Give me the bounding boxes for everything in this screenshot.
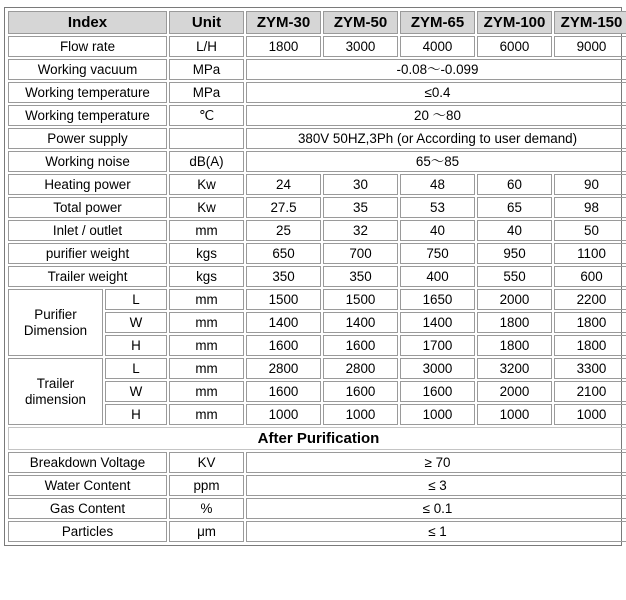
row-unit: kgs xyxy=(169,266,244,287)
cell-value: 1000 xyxy=(477,404,552,425)
cell-value: 1400 xyxy=(400,312,475,333)
row-unit: mm xyxy=(169,358,244,379)
table-row xyxy=(8,128,626,149)
cell-value: 1000 xyxy=(323,404,398,425)
cell-value: 4000 xyxy=(400,36,475,57)
cell-value: 1650 xyxy=(400,289,475,310)
row-unit: mm xyxy=(169,335,244,356)
row-unit: μm xyxy=(169,521,244,542)
cell-value: 3000 xyxy=(400,358,475,379)
cell-value: 35 xyxy=(323,197,398,218)
cell-value: 3300 xyxy=(554,358,626,379)
cell-value: 1400 xyxy=(246,312,321,333)
row-label: Water Content xyxy=(8,475,167,496)
merged-value: ≤ 3 xyxy=(246,475,626,496)
cell-value: 1700 xyxy=(400,335,475,356)
after-purification-title: After Purification xyxy=(8,427,626,450)
table-row xyxy=(8,452,626,473)
table-row xyxy=(8,105,626,126)
table-row xyxy=(8,36,626,57)
merged-value: 20 ～80 xyxy=(246,105,626,126)
table-row xyxy=(8,220,626,241)
cell-value: 1600 xyxy=(323,381,398,402)
row-label: purifier weight xyxy=(8,243,167,264)
dimension-axis: H xyxy=(105,335,167,356)
dimension-axis: W xyxy=(105,312,167,333)
cell-value: 1000 xyxy=(400,404,475,425)
cell-value: 6000 xyxy=(477,36,552,57)
row-unit: Kw xyxy=(169,174,244,195)
table-row xyxy=(8,289,626,310)
cell-value: 1800 xyxy=(554,312,626,333)
trailer-dimension-label-line2: dimension xyxy=(24,391,87,407)
dimension-axis: W xyxy=(105,381,167,402)
cell-value: 650 xyxy=(246,243,321,264)
cell-value: 32 xyxy=(323,220,398,241)
row-label: Inlet / outlet xyxy=(8,220,167,241)
row-label: Gas Content xyxy=(8,498,167,519)
unit-header: Unit xyxy=(169,11,244,34)
cell-value: 60 xyxy=(477,174,552,195)
row-label: Heating power xyxy=(8,174,167,195)
table-row xyxy=(8,151,626,172)
table-row xyxy=(8,82,626,103)
row-label: Working temperature xyxy=(8,82,167,103)
row-label: Working temperature xyxy=(8,105,167,126)
row-unit: dB(A) xyxy=(169,151,244,172)
model-header: ZYM-65 xyxy=(400,11,475,34)
cell-value: 48 xyxy=(400,174,475,195)
table-row xyxy=(8,358,626,379)
row-unit: Kw xyxy=(169,197,244,218)
table-row xyxy=(8,266,626,287)
cell-value: 1600 xyxy=(246,335,321,356)
section-row xyxy=(8,427,626,450)
cell-value: 750 xyxy=(400,243,475,264)
row-unit: mm xyxy=(169,220,244,241)
cell-value: 24 xyxy=(246,174,321,195)
row-unit: L/H xyxy=(169,36,244,57)
row-label: Total power xyxy=(8,197,167,218)
row-unit: MPa xyxy=(169,82,244,103)
cell-value: 1000 xyxy=(554,404,626,425)
model-header: ZYM-50 xyxy=(323,11,398,34)
cell-value: 350 xyxy=(246,266,321,287)
cell-value: 2000 xyxy=(477,381,552,402)
merged-value: -0.08～-0.099 xyxy=(246,59,626,80)
model-header: ZYM-150 xyxy=(554,11,626,34)
merged-value: ≥ 70 xyxy=(246,452,626,473)
row-unit: ppm xyxy=(169,475,244,496)
table-row xyxy=(8,197,626,218)
cell-value: 90 xyxy=(554,174,626,195)
row-label: Trailer weight xyxy=(8,266,167,287)
cell-value: 3200 xyxy=(477,358,552,379)
cell-value: 1800 xyxy=(477,312,552,333)
cell-value: 3000 xyxy=(323,36,398,57)
row-label: Working noise xyxy=(8,151,167,172)
row-unit: mm xyxy=(169,312,244,333)
row-label: Working vacuum xyxy=(8,59,167,80)
cell-value: 1600 xyxy=(323,335,398,356)
row-unit: KV xyxy=(169,452,244,473)
cell-value: 65 xyxy=(477,197,552,218)
cell-value: 950 xyxy=(477,243,552,264)
dimension-axis: H xyxy=(105,404,167,425)
table-row xyxy=(8,498,626,519)
cell-value: 40 xyxy=(477,220,552,241)
cell-value: 600 xyxy=(554,266,626,287)
cell-value: 9000 xyxy=(554,36,626,57)
cell-value: 2100 xyxy=(554,381,626,402)
row-unit: ℃ xyxy=(169,105,244,126)
cell-value: 400 xyxy=(400,266,475,287)
cell-value: 350 xyxy=(323,266,398,287)
cell-value: 40 xyxy=(400,220,475,241)
cell-value: 30 xyxy=(323,174,398,195)
trailer-dimension-label-line1: Trailer xyxy=(36,375,75,391)
row-label: Breakdown Voltage xyxy=(8,452,167,473)
row-label: Flow rate xyxy=(8,36,167,57)
row-label: Power supply xyxy=(8,128,167,149)
spec-table-frame xyxy=(4,7,622,546)
cell-value: 1500 xyxy=(246,289,321,310)
row-unit: % xyxy=(169,498,244,519)
cell-value: 50 xyxy=(554,220,626,241)
cell-value: 2800 xyxy=(246,358,321,379)
cell-value: 2800 xyxy=(323,358,398,379)
merged-value: ≤ 1 xyxy=(246,521,626,542)
cell-value: 1500 xyxy=(323,289,398,310)
cell-value: 700 xyxy=(323,243,398,264)
index-header: Index xyxy=(8,11,167,34)
cell-value: 53 xyxy=(400,197,475,218)
purifier-dimension-label-line2: Dimension xyxy=(23,322,88,338)
purifier-dimension-label-line1: Purifier xyxy=(34,306,77,322)
header-row xyxy=(8,11,626,34)
merged-value: ≤0.4 xyxy=(246,82,626,103)
cell-value: 1100 xyxy=(554,243,626,264)
merged-value: 380V 50HZ,3Ph (or According to user demand) xyxy=(246,128,626,149)
cell-value: 1600 xyxy=(246,381,321,402)
model-header: ZYM-30 xyxy=(246,11,321,34)
merged-value: 65～85 xyxy=(246,151,626,172)
cell-value: 1600 xyxy=(400,381,475,402)
cell-value: 1000 xyxy=(246,404,321,425)
table-row xyxy=(8,174,626,195)
table-row xyxy=(8,59,626,80)
cell-value: 550 xyxy=(477,266,552,287)
model-header: ZYM-100 xyxy=(477,11,552,34)
table-row xyxy=(8,521,626,542)
merged-value: ≤ 0.1 xyxy=(246,498,626,519)
row-unit: MPa xyxy=(169,59,244,80)
row-unit: mm xyxy=(169,289,244,310)
dimension-axis: L xyxy=(105,289,167,310)
row-unit: mm xyxy=(169,381,244,402)
spec-table xyxy=(6,9,626,544)
cell-value: 1800 xyxy=(554,335,626,356)
row-label: Particles xyxy=(8,521,167,542)
cell-value: 25 xyxy=(246,220,321,241)
row-unit xyxy=(169,128,244,149)
cell-value: 98 xyxy=(554,197,626,218)
row-unit: mm xyxy=(169,404,244,425)
table-row xyxy=(8,243,626,264)
cell-value: 1400 xyxy=(323,312,398,333)
trailer-dimension-label xyxy=(8,358,103,425)
row-unit: kgs xyxy=(169,243,244,264)
purifier-dimension-label xyxy=(8,289,103,356)
cell-value: 27.5 xyxy=(246,197,321,218)
cell-value: 2200 xyxy=(554,289,626,310)
table-row xyxy=(8,475,626,496)
cell-value: 1800 xyxy=(477,335,552,356)
cell-value: 1800 xyxy=(246,36,321,57)
cell-value: 2000 xyxy=(477,289,552,310)
dimension-axis: L xyxy=(105,358,167,379)
